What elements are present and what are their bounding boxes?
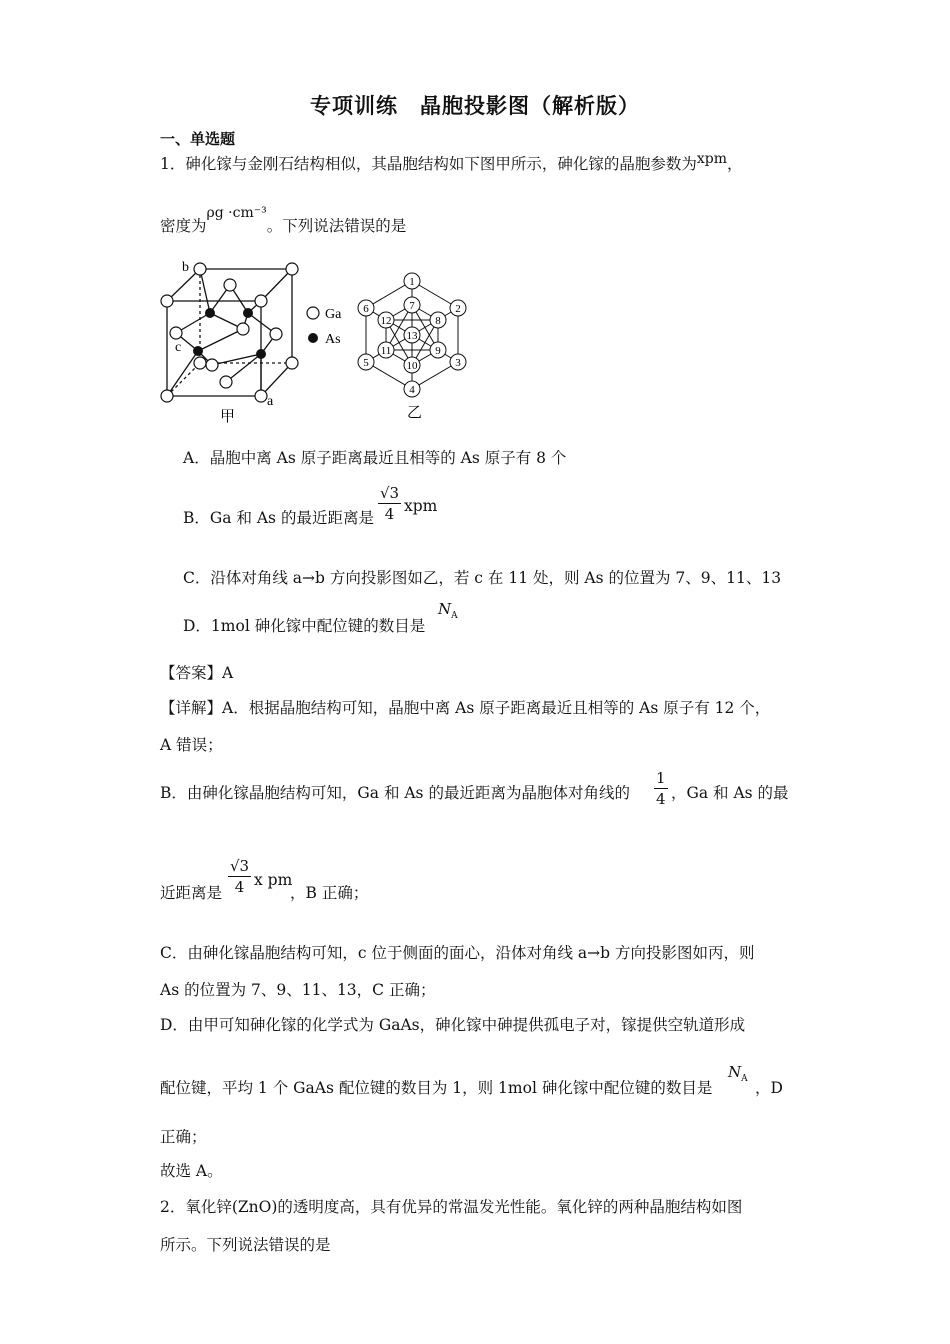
hex-node bbox=[378, 342, 394, 358]
legend-ga: Ga bbox=[325, 307, 342, 322]
explain-b-fraction bbox=[228, 856, 251, 897]
q1-param: xpm bbox=[696, 151, 728, 167]
q1-line1-text: 1．砷化镓与金刚石结构相似，其晶胞结构如下图甲所示，砷化镓的晶胞参数为 bbox=[160, 155, 697, 173]
hex-node-label: 11 bbox=[380, 345, 392, 357]
option-c: C．沿体对角线 a→b 方向投影图如乙，若 c 在 11 处，则 As 的位置为 7、9、11、13 bbox=[183, 569, 782, 587]
hex-node-label: 13 bbox=[406, 330, 418, 342]
conclusion: 故选 A。 bbox=[160, 1162, 223, 1180]
na-symbol-2: N bbox=[728, 1063, 742, 1081]
q1-line2-post: 。下列说法错误的是 bbox=[266, 217, 407, 235]
q1-comma: ， bbox=[727, 155, 743, 173]
crystal-cell-figure bbox=[150, 255, 350, 430]
q1-density: ρg ·cm⁻³ bbox=[206, 205, 267, 221]
option-b-fraction bbox=[378, 483, 401, 524]
explain-d-line1: D．由甲可知砷化镓的化学式为 GaAs，砷化镓中砷提供孤电子对，镓提供空轨道形成 bbox=[160, 1016, 746, 1034]
hex-node bbox=[430, 312, 446, 328]
label-b: b bbox=[182, 260, 189, 275]
explain-b-unit: x pm bbox=[254, 871, 293, 889]
hexagon-projection-figure bbox=[350, 265, 475, 425]
explain-b-fraction-quarter bbox=[654, 768, 668, 809]
na-subscript: A bbox=[451, 611, 458, 621]
hex-node-label: 7 bbox=[409, 300, 415, 312]
hex-node-label: 6 bbox=[363, 303, 369, 315]
hex-node-label: 5 bbox=[363, 357, 369, 369]
explain-d-na bbox=[728, 1063, 748, 1084]
hex-node bbox=[358, 300, 374, 316]
hex-node bbox=[450, 300, 466, 316]
answer: 【答案】A bbox=[160, 664, 234, 682]
explain-b-line2-post: ，B 正确； bbox=[290, 884, 369, 902]
q1-line2 bbox=[160, 205, 407, 237]
explain-b-line2: 近距离是 bbox=[160, 884, 223, 902]
option-b-denominator: 4 bbox=[384, 505, 395, 523]
hex-node bbox=[404, 297, 420, 313]
option-a: A．晶胞中离 As 原子距离最近且相等的 As 原子有 8 个 bbox=[183, 449, 567, 467]
option-b-numerator: √3 bbox=[380, 484, 400, 502]
explain-d-line3: 正确； bbox=[160, 1128, 207, 1146]
hex-node-label: 4 bbox=[409, 384, 415, 396]
explain-c-line1: C．由砷化镓晶胞结构可知，c 位于侧面的面心，沿体对角线 a→b 方向投影图如丙，则 bbox=[160, 944, 755, 962]
option-d-text: D．1mol 砷化镓中配位键的数目是 bbox=[183, 617, 426, 635]
hex-node bbox=[404, 381, 420, 397]
q2-line1: 2．氧化锌(ZnO)的透明度高，具有优异的常温发光性能。氧化锌的两种晶胞结构如图 bbox=[160, 1198, 743, 1216]
q1-line2-pre: 密度为 bbox=[160, 217, 207, 235]
hex-node bbox=[430, 342, 446, 358]
hex-node bbox=[450, 354, 466, 370]
section-heading: 一、单选题 bbox=[160, 130, 236, 148]
explain-b-denominator: 4 bbox=[234, 878, 245, 896]
fig-yi-caption: 乙 bbox=[407, 405, 423, 421]
hex-node-label: 1 bbox=[409, 276, 415, 288]
explain-c-line2: As 的位置为 7、9、11、13，C 正确； bbox=[160, 981, 436, 999]
na-subscript-2: A bbox=[741, 1074, 748, 1084]
hex-node-label: 2 bbox=[455, 303, 461, 315]
option-b-text: B．Ga 和 As 的最近距离是 bbox=[183, 509, 374, 527]
hex-node-label: 12 bbox=[380, 315, 392, 327]
explain-d-line2-post: ，D bbox=[755, 1079, 783, 1097]
legend-ga-icon bbox=[307, 307, 319, 319]
explain-a-line2: A 错误； bbox=[160, 736, 223, 754]
option-b bbox=[183, 508, 374, 528]
explain-b-line1-post: ，Ga 和 As 的最 bbox=[671, 784, 789, 802]
explain-b-line1: B．由砷化镓晶胞结构可知，Ga 和 As 的最近距离为晶胞体对角线的 bbox=[160, 784, 630, 802]
explain-a-line1: 【详解】A．根据晶胞结构可知，晶胞中离 As 原子距离最近且相等的 As 原子有 12 个， bbox=[160, 699, 771, 717]
quarter-denominator: 4 bbox=[656, 790, 666, 808]
legend-as-icon bbox=[308, 333, 318, 343]
q1-line1 bbox=[160, 151, 743, 175]
option-b-unit: xpm bbox=[404, 497, 438, 515]
page-title: 专项训练 晶胞投影图（解析版） bbox=[310, 93, 640, 118]
quarter-numerator: 1 bbox=[656, 769, 666, 787]
na-symbol: N bbox=[438, 600, 452, 618]
hex-node-label: 3 bbox=[455, 357, 461, 369]
hex-node bbox=[404, 273, 420, 289]
hex-node bbox=[404, 357, 420, 373]
hex-node-label: 8 bbox=[435, 315, 441, 327]
label-a: a bbox=[267, 394, 274, 409]
hex-node bbox=[358, 354, 374, 370]
fig-jia-caption: 甲 bbox=[220, 409, 236, 425]
q2-line2: 所示。下列说法错误的是 bbox=[160, 1236, 331, 1254]
explain-d-line2: 配位键，平均 1 个 GaAs 配位键的数目为 1，则 1mol 砷化镓中配位键的数目是 bbox=[160, 1079, 713, 1097]
hex-node-label: 9 bbox=[435, 345, 441, 357]
option-d bbox=[183, 616, 425, 636]
explain-b-numerator: √3 bbox=[230, 857, 250, 875]
legend-as: As bbox=[325, 332, 341, 347]
hex-node-label: 10 bbox=[406, 360, 418, 372]
label-c: c bbox=[175, 340, 182, 355]
hex-node bbox=[404, 327, 420, 343]
hex-node bbox=[378, 312, 394, 328]
option-d-na bbox=[438, 600, 458, 621]
